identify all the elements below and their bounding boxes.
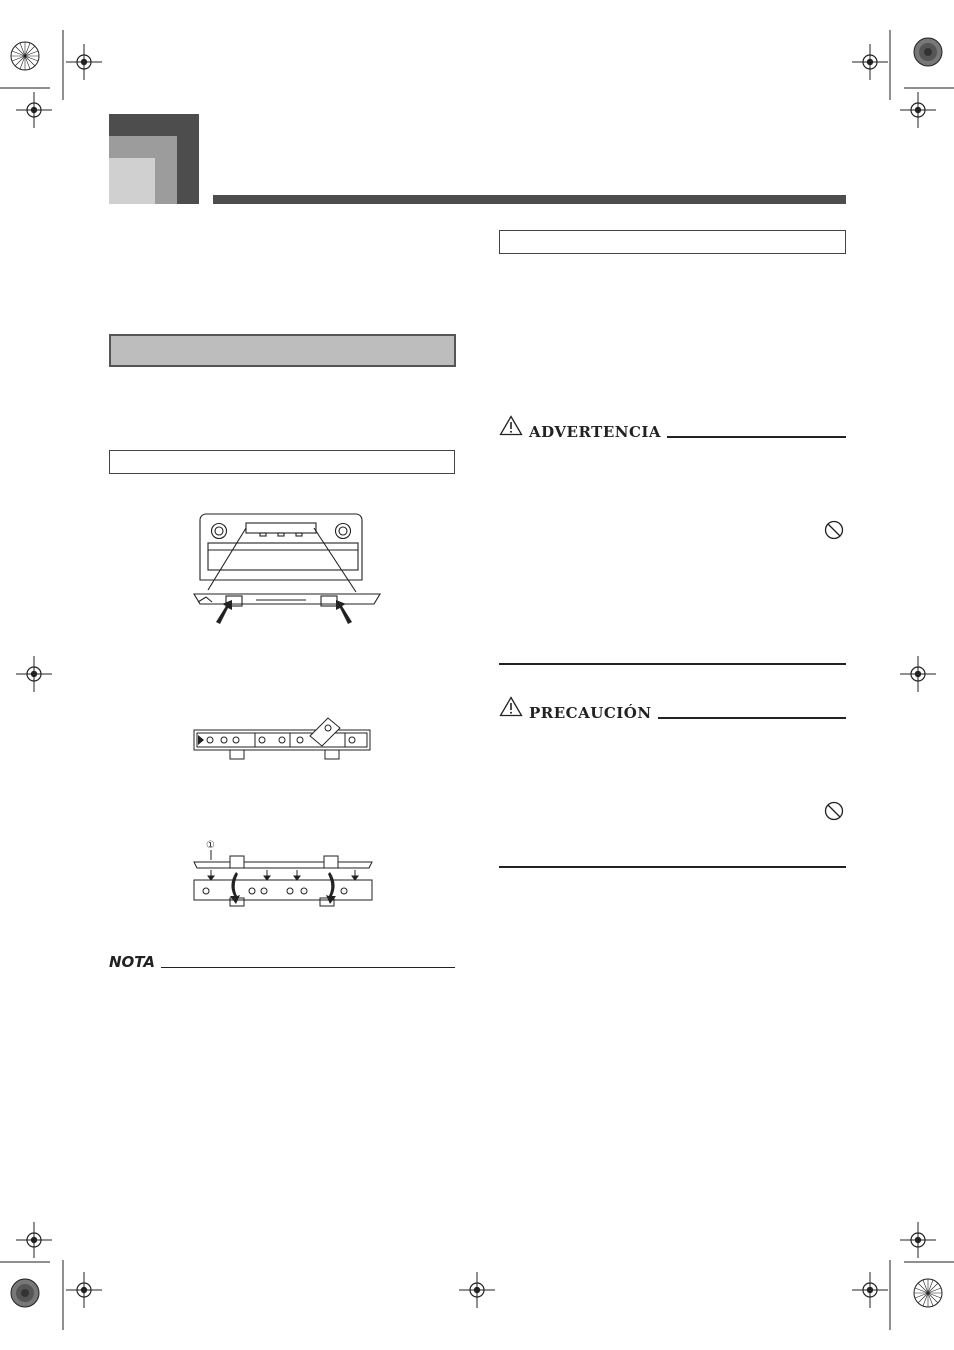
precaucion-rule <box>658 717 846 719</box>
precaucion-label: PRECAUCIÓN <box>529 704 652 722</box>
precaucion-heading <box>499 696 846 721</box>
advertencia-heading <box>499 415 846 440</box>
section-heading-bar <box>109 334 456 367</box>
figure-device-front <box>186 510 386 630</box>
starburst-target-icon <box>914 38 942 66</box>
prohibited-icon <box>824 520 844 540</box>
advertencia-label: ADVERTENCIA <box>529 423 662 441</box>
chapter-header-block-light <box>109 158 155 204</box>
advertencia-end-rule <box>499 663 846 665</box>
figure-battery-tray <box>190 706 380 766</box>
starburst-target-icon <box>11 42 39 70</box>
advertencia-rule <box>667 436 846 438</box>
nota-rule <box>161 967 455 968</box>
nota-label: NOTA <box>109 953 155 971</box>
precaucion-end-rule <box>499 866 846 868</box>
header-rule <box>213 195 846 204</box>
nota-heading <box>109 954 455 970</box>
subsection-heading-box <box>109 450 455 474</box>
starburst-target-icon <box>11 1279 39 1307</box>
figure-lid-insertion <box>192 838 382 913</box>
prohibited-icon <box>824 801 844 821</box>
callout-number: ① <box>206 840 215 851</box>
warning-triangle-icon <box>499 415 523 440</box>
starburst-target-icon <box>914 1279 942 1307</box>
right-heading-box <box>499 230 846 254</box>
warning-triangle-icon <box>499 696 523 721</box>
